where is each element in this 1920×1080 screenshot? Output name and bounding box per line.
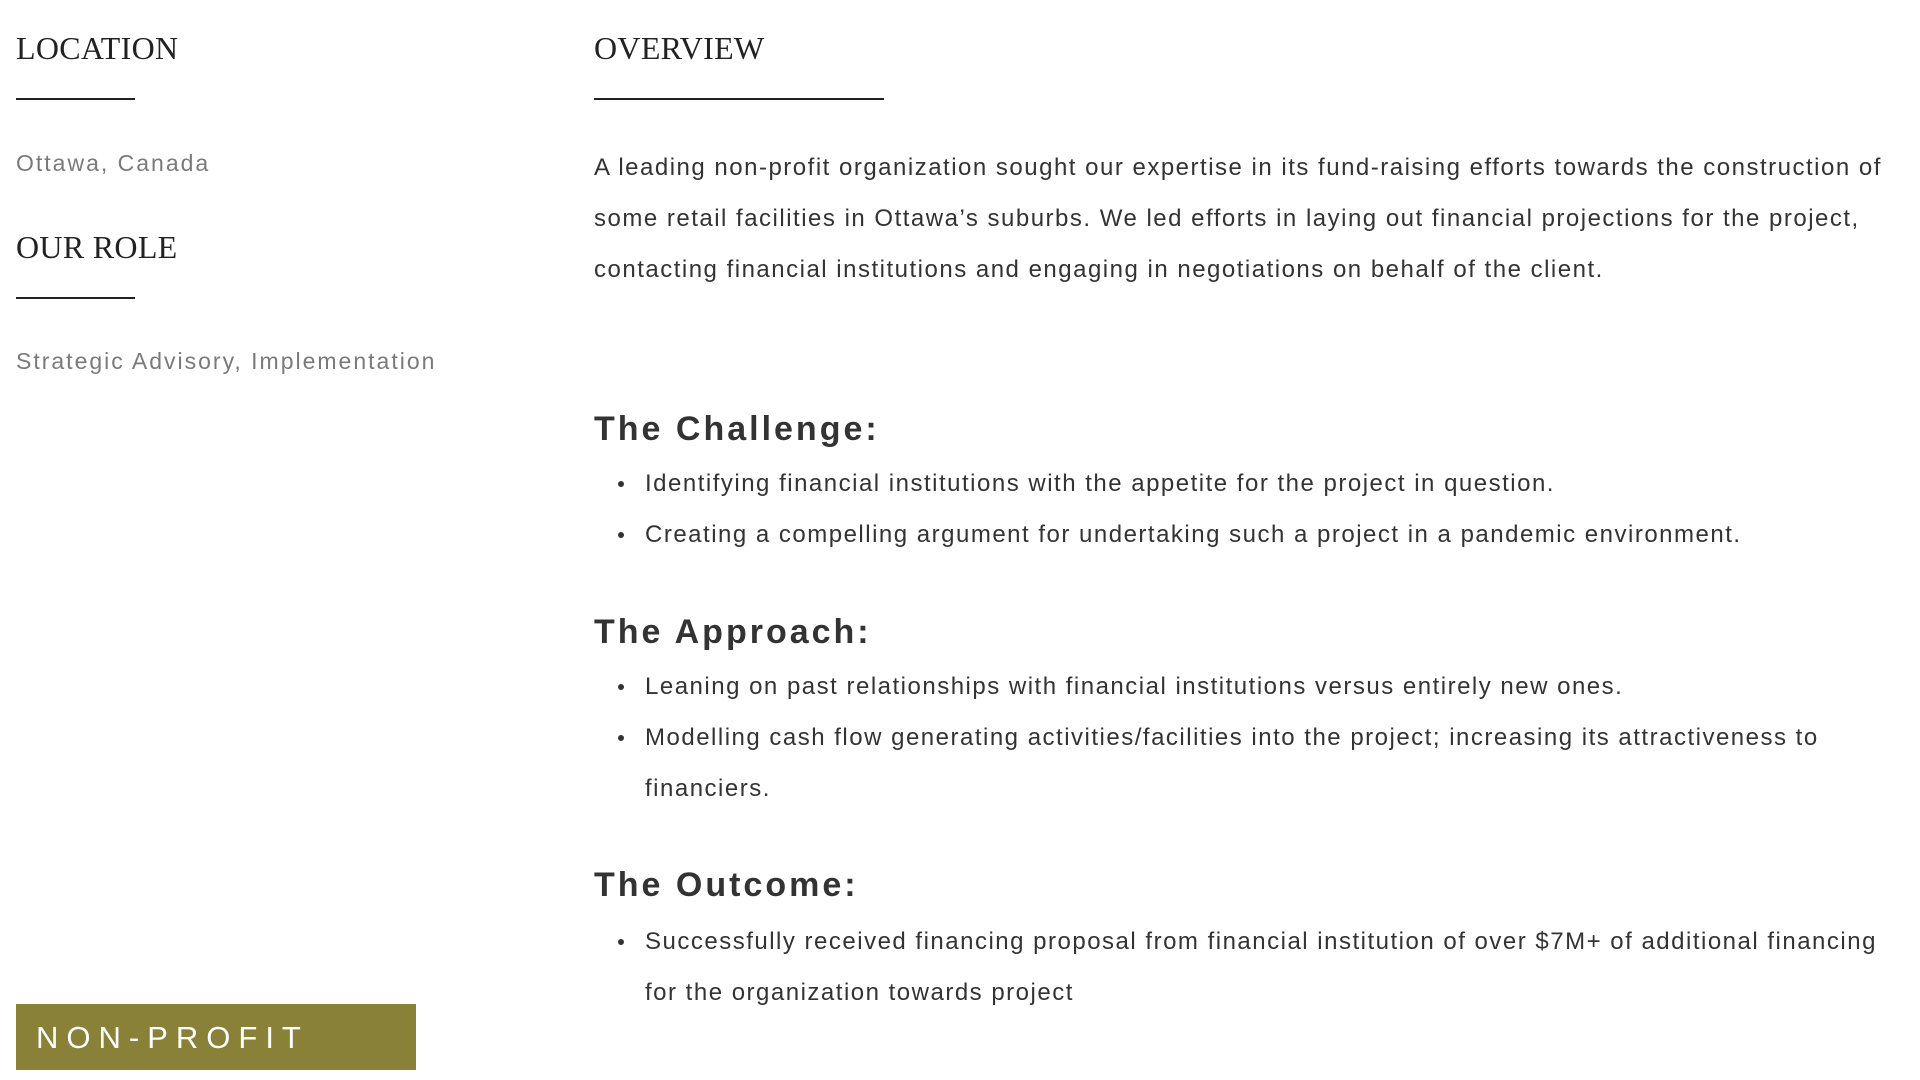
list-item-text: Creating a compelling argument for undertaking such a project in a pandemic environment.: [645, 521, 1742, 548]
list-item: [594, 712, 1894, 814]
bullet-icon: [618, 532, 624, 538]
list-item-text: Identifying financial institutions with the appetite for the project in question.: [645, 470, 1555, 497]
category-badge[interactable]: [16, 1004, 416, 1070]
approach-list: [594, 661, 1894, 814]
role-value: Strategic Advisory, Implementation: [16, 348, 437, 374]
project-details-sidebar: [16, 0, 556, 1080]
list-item-text: Leaning on past relationships with financial institutions versus entirely new ones.: [645, 673, 1624, 700]
category-badge-label: NON-PROFIT: [36, 1019, 309, 1055]
list-item-text: Successfully received financing proposal from financial institution of over $7M+ of additional financing for the organization towards project: [645, 928, 1877, 1006]
location-value: Ottawa, Canada: [16, 150, 211, 176]
overview-heading: OVERVIEW: [594, 30, 765, 66]
outcome-heading: The Outcome:: [594, 866, 859, 904]
bullet-icon: [618, 481, 624, 487]
role-divider: [16, 297, 135, 299]
role-heading: OUR ROLE: [16, 229, 178, 265]
list-item: [594, 661, 1894, 712]
challenge-heading: The Challenge:: [594, 410, 880, 448]
bullet-icon: [618, 684, 624, 690]
bullet-icon: [618, 735, 624, 741]
challenge-list: [594, 458, 1894, 560]
list-item-text: Modelling cash flow generating activities/facilities into the project; increasing its attractiveness to financiers.: [645, 724, 1819, 802]
overview-divider: [594, 98, 884, 100]
outcome-list: [594, 916, 1894, 1018]
bullet-icon: [618, 939, 624, 945]
list-item: [594, 916, 1894, 1018]
list-item: [594, 458, 1894, 509]
list-item: [594, 509, 1894, 560]
approach-heading: The Approach:: [594, 613, 872, 651]
overview-paragraph: A leading non-profit organization sought our expertise in its fund-raising efforts towards the construction of some retail facilities in Ottawa’s suburbs. We led efforts in laying out financial projections for the project, contacting financial institutions and engaging in negotiations on behalf of the client.: [594, 154, 1882, 283]
location-heading: LOCATION: [16, 30, 179, 66]
location-divider: [16, 98, 135, 100]
